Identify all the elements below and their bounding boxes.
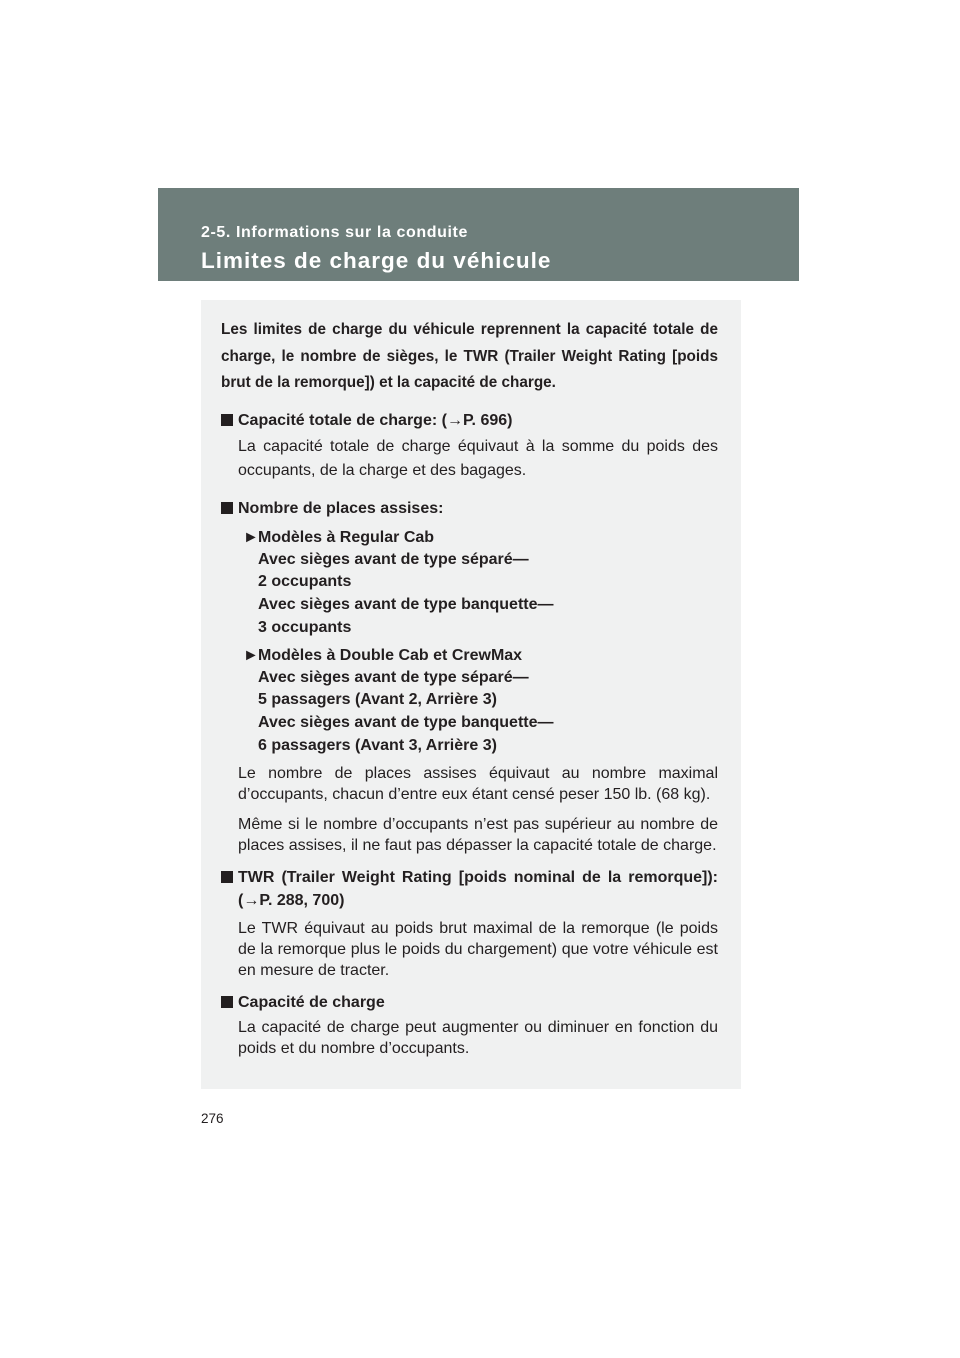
section-text: Même si le nombre d’occupants n’est pas supérieur au nombre de places assises, il ne faut pas dépasser la capacité totale de charge.	[238, 815, 718, 854]
model-heading	[243, 526, 718, 549]
model-heading	[243, 644, 718, 667]
section-label: 2-5. Informations sur la conduite	[201, 224, 468, 241]
black-square-icon	[221, 871, 233, 883]
seat-config-line: 2 occupants	[258, 573, 352, 591]
seat-config-line: 5 passagers (Avant 2, Arrière 3)	[258, 691, 497, 709]
black-square-icon	[221, 996, 233, 1008]
seat-config-line: Avec sièges avant de type banquette—	[258, 596, 554, 614]
section-heading	[221, 409, 718, 432]
section-heading	[221, 866, 718, 912]
seat-config-line: 6 passagers (Avant 3, Arrière 3)	[258, 737, 497, 755]
section-heading	[221, 991, 718, 1014]
section-text: Le nombre de places assises équivaut au nombre maximal d’occupants, chacun d’entre eux étant censé peser 150 lb. (68 kg).	[238, 764, 718, 803]
section-heading	[221, 497, 718, 520]
section-text: La capacité de charge peut augmenter ou diminuer en fonction du poids et du nombre d’occupants.	[238, 1018, 718, 1057]
section-total-capacity	[221, 409, 718, 483]
chapter-header	[158, 188, 799, 281]
right-triangle-icon: ►	[243, 528, 259, 546]
page-number: 276	[201, 1111, 224, 1126]
section-title: TWR (Trailer Weight Rating [poids nominal de la remorque]): (→P. 288, 700)	[238, 868, 718, 909]
content-box	[201, 300, 741, 1089]
section-twr	[221, 866, 718, 981]
model-name: Modèles à Double Cab et CrewMax	[258, 646, 523, 664]
seat-config-line: Avec sièges avant de type séparé—	[258, 550, 529, 568]
model-name: Modèles à Regular Cab	[258, 528, 435, 546]
seat-config-line: Avec sièges avant de type banquette—	[258, 714, 554, 732]
page-title: Limites de charge du véhicule	[201, 248, 552, 273]
black-square-icon	[221, 502, 233, 514]
seat-config-line: Avec sièges avant de type séparé—	[258, 668, 529, 686]
black-square-icon	[221, 414, 233, 426]
section-seating	[221, 497, 718, 856]
section-load-capacity	[221, 991, 718, 1059]
intro-paragraph: Les limites de charge du véhicule reprennent la capacité totale de charge, le nombre de sièges, le TWR (Trailer Weight Rating [poids brut de la remorque]) et la capacité de charge.	[221, 321, 718, 391]
section-title: Capacité totale de charge: (→P. 696)	[238, 411, 513, 429]
section-title: Capacité de charge	[238, 993, 385, 1011]
section-text: Le TWR équivaut au poids brut maximal de la remorque (le poids de la remorque plus le poids du chargement) que votre véhicule est en mesure de tracter.	[238, 919, 718, 979]
seat-config-line: 3 occupants	[258, 618, 352, 636]
section-title: Nombre de places assises:	[238, 499, 444, 517]
right-triangle-icon: ►	[243, 646, 259, 664]
section-text: La capacité totale de charge équivaut à la somme du poids des occupants, de la charge et des bagages.	[238, 437, 718, 479]
